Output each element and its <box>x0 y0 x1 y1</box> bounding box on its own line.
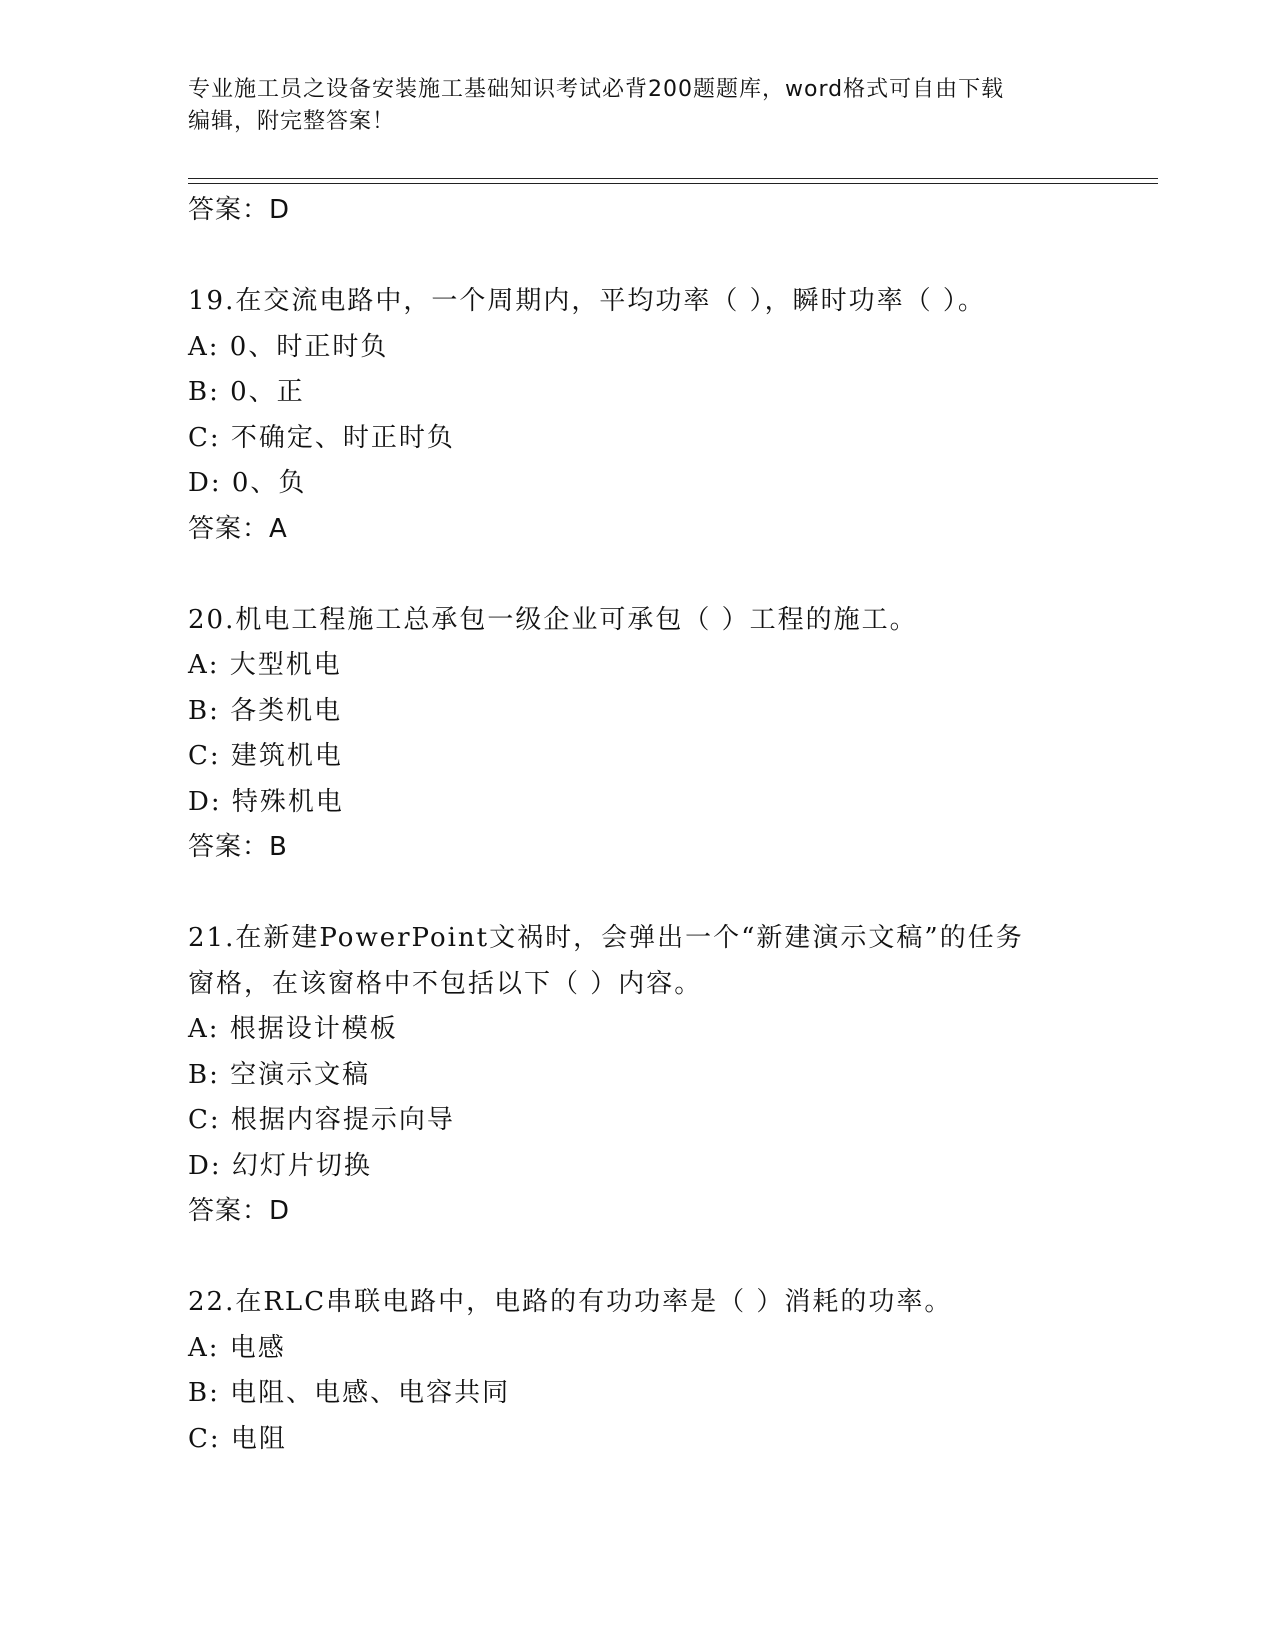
question-stem: 22.在RLC串联电路中，电路的有功功率是（ ）消耗的功率。 <box>188 1287 953 1317</box>
option-b: B: 空演示文稿 <box>188 1059 371 1090</box>
question-stem-line-1: 21.在新建PowerPoint文祸时，会弹出一个“新建演示文稿”的任务 <box>188 923 1024 953</box>
option-d: D: 0、负 <box>188 468 307 498</box>
option-b: B: 各类机电 <box>188 695 343 726</box>
question-19 <box>188 279 1088 552</box>
spacer <box>188 234 1088 280</box>
option-a: A: 大型机电 <box>188 650 342 680</box>
spacer <box>188 871 1088 917</box>
document-header <box>188 74 1068 138</box>
option-a: A: 0、时正时负 <box>188 331 389 362</box>
option-d: D: 幻灯片切换 <box>188 1150 372 1181</box>
header-line-2: 编辑，附完整答案！ <box>188 109 396 134</box>
header-divider-top <box>188 178 1158 179</box>
header-divider-bottom <box>188 183 1158 184</box>
option-c: C: 不确定、时正时负 <box>188 422 455 453</box>
option-a: A: 根据设计模板 <box>188 1014 398 1044</box>
spacer <box>188 552 1088 598</box>
option-c: C: 电阻 <box>188 1423 287 1454</box>
option-b: B: 电阻、电感、电容共同 <box>188 1378 511 1408</box>
spacer <box>188 1235 1088 1281</box>
answer: 答案：D <box>188 1196 291 1226</box>
header-line-1: 专业施工员之设备安装施工基础知识考试必背200题题库，word格式可自由下载 <box>188 77 1005 102</box>
option-d: D: 特殊机电 <box>188 786 344 817</box>
option-b: B: 0、正 <box>188 377 305 407</box>
question-stem: 19.在交流电路中，一个周期内，平均功率（ ），瞬时功率（ ）。 <box>188 286 986 316</box>
answer: 答案：B <box>188 832 288 862</box>
question-stem-line-2: 窗格，在该窗格中不包括以下（ ）内容。 <box>188 968 703 999</box>
question-22 <box>188 1280 1088 1462</box>
previous-answer: 答案：D <box>188 195 291 225</box>
question-20 <box>188 598 1088 871</box>
question-stem: 20.机电工程施工总承包一级企业可承包（ ）工程的施工。 <box>188 604 918 635</box>
option-a: A: 电感 <box>188 1332 286 1363</box>
option-c: C: 建筑机电 <box>188 741 343 771</box>
answer: 答案：A <box>188 513 288 544</box>
question-21 <box>188 916 1088 1235</box>
option-c: C: 根据内容提示向导 <box>188 1105 455 1135</box>
question-list <box>188 188 1088 1462</box>
